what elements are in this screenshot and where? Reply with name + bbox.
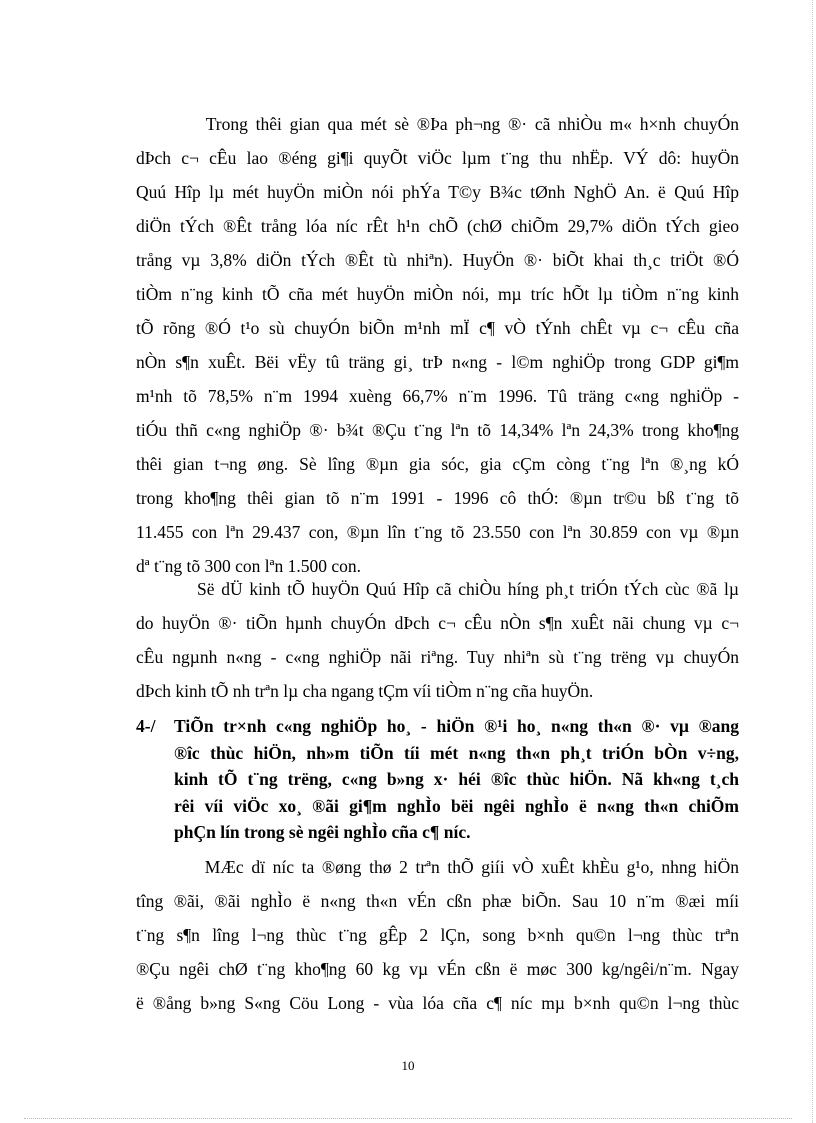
text-line: trong kho¶ng thêi gian tõ n¨m 1991 - 1996 cô thÓ: ®µn tr©u bß t¨ng tõ	[136, 488, 739, 508]
text-line: ®Çu ngêi chØ t¨ng kho¶ng 60 kg vµ vÉn cßn ë møc 300 kg/ngêi/n¨m. Ngay	[136, 959, 739, 979]
paragraph-3	[136, 850, 739, 1020]
text-line: tiÒm n¨ng kinh tÕ cña mét huyÖn miÒn nói, mµ tríc hÕt lµ tiÒm n¨ng kinh	[136, 284, 739, 304]
heading-line: kinh tÕ t¨ng trëng, c«ng b»ng x· héi ®îc thùc hiÖn. Nã kh«ng t¸ch	[174, 769, 739, 789]
text-line: diÖn tÝch ®Êt trång lóa níc rÊt h¹n chÕ (chØ chiÕm 29,7% diÖn tÝch gieo	[136, 216, 739, 236]
text-line: Së dÜ kinh tÕ huyÖn Quú Hîp cã chiÒu híng ph¸t triÓn tÝch cùc ®ã lµ	[136, 579, 739, 599]
text-line: MÆc dï níc ta ®øng thø 2 trªn thÕ giíi vÒ xuÊt khÈu g¹o, nhng hiÖn	[136, 857, 739, 877]
text-line: thêi gian t¬ng øng. Sè lîng ®µn gia sóc, gia cÇm còng t¨ng lªn ®¸ng kÓ	[136, 454, 739, 474]
page-right-border	[812, 0, 813, 1123]
paragraph-2	[136, 572, 739, 708]
text-line: Quú Hîp lµ mét huyÖn miÒn nói phÝa T©y B¾c tØnh NghÖ An. ë Quú Hîp	[136, 182, 739, 202]
page-bottom-border	[24, 1118, 792, 1119]
heading-line: ®îc thùc hiÖn, nh»m tiÕn tíi mét n«ng th«n ph¸t triÓn bÒn v÷ng,	[174, 742, 739, 763]
text-line: tiÓu thñ c«ng nghiÖp ®· b¾t ®Çu t¨ng lªn tõ 14,34% lªn 24,3% trong kho¶ng	[136, 420, 739, 440]
text-line: trång vµ 3,8% diÖn tÝch ®Êt tù nhiªn). HuyÖn ®· biÕt khai th¸c triÖt ®Ó	[136, 250, 739, 270]
text-line: tÕ rõng ®Ó t¹o sù chuyÓn biÕn m¹nh mÏ c¶ vÒ tÝnh chÊt vµ c¬ cÊu cña	[136, 318, 739, 338]
text-line: m¹nh tõ 78,5% n¨m 1994 xuèng 66,7% n¨m 1996. Tû träng c«ng nghiÖp -	[136, 386, 739, 406]
text-line: dÞch c¬ cÊu lao ®éng gi¶i quyÕt viÖc lµm t¨ng thu nhËp. VÝ dô: huyÖn	[136, 148, 739, 168]
text-line: t¨ng s¶n lîng l¬ng thùc t¨ng gÊp 2 lÇn, song b×nh qu©n l¬ng thùc trªn	[136, 925, 739, 945]
section-number: 4-/	[136, 716, 156, 736]
text-line: ë ®ång b»ng S«ng Cöu Long - vùa lóa cña c¶ níc mµ b×nh qu©n l¬ng thùc	[136, 993, 739, 1013]
paragraph-1	[136, 107, 739, 583]
text-line: nÒn s¶n xuÊt. Bëi vËy tû träng gi¸ trÞ n«ng - l©m nghiÖp trong GDP gi¶m	[136, 352, 739, 372]
text-line: cÊu ngµnh n«ng - c«ng nghiÖp nãi riªng. Tuy nhiªn sù t¨ng trëng vµ chuyÓn	[136, 647, 739, 667]
text-line: Trong thêi gian qua mét sè ®Þa ph¬ng ®· cã nhiÒu m« h×nh chuyÓn	[136, 114, 739, 134]
text-line: do huyÖn ®· tiÕn hµnh chuyÓn dÞch c¬ cÊu nÒn s¶n xuÊt nãi chung vµ c¬	[136, 613, 739, 633]
heading-line: TiÕn tr×nh c«ng nghiÖp ho¸ - hiÖn ®¹i ho¸ n«ng th«n ®· vµ ®ang	[174, 716, 739, 736]
heading-line: rêi víi viÖc xo¸ ®ãi gi¶m nghÌo bëi ngêi nghÌo ë n«ng th«n chiÕm	[174, 795, 739, 816]
text-line: dÞch kinh tÕ nh trªn lµ cha ngang tÇm víi tiÒm n¨ng cña huyÖn.	[136, 681, 594, 701]
text-line: dª t¨ng tõ 300 con lªn 1.500 con.	[136, 556, 361, 576]
text-line: 11.455 con lªn 29.437 con, ®µn lîn t¨ng tõ 23.550 con lªn 30.859 con vµ ®µn	[136, 522, 739, 542]
text-line: tîng ®ãi, ®ãi nghÌo ë n«ng th«n vÉn cßn phæ biÕn. Sau 10 n¨m ®æi míi	[136, 891, 739, 911]
heading-line: phÇn lín trong sè ngêi nghÌo cña c¶ níc.	[174, 822, 471, 842]
page-number: 10	[401, 1058, 415, 1073]
section-heading-text	[174, 713, 739, 846]
